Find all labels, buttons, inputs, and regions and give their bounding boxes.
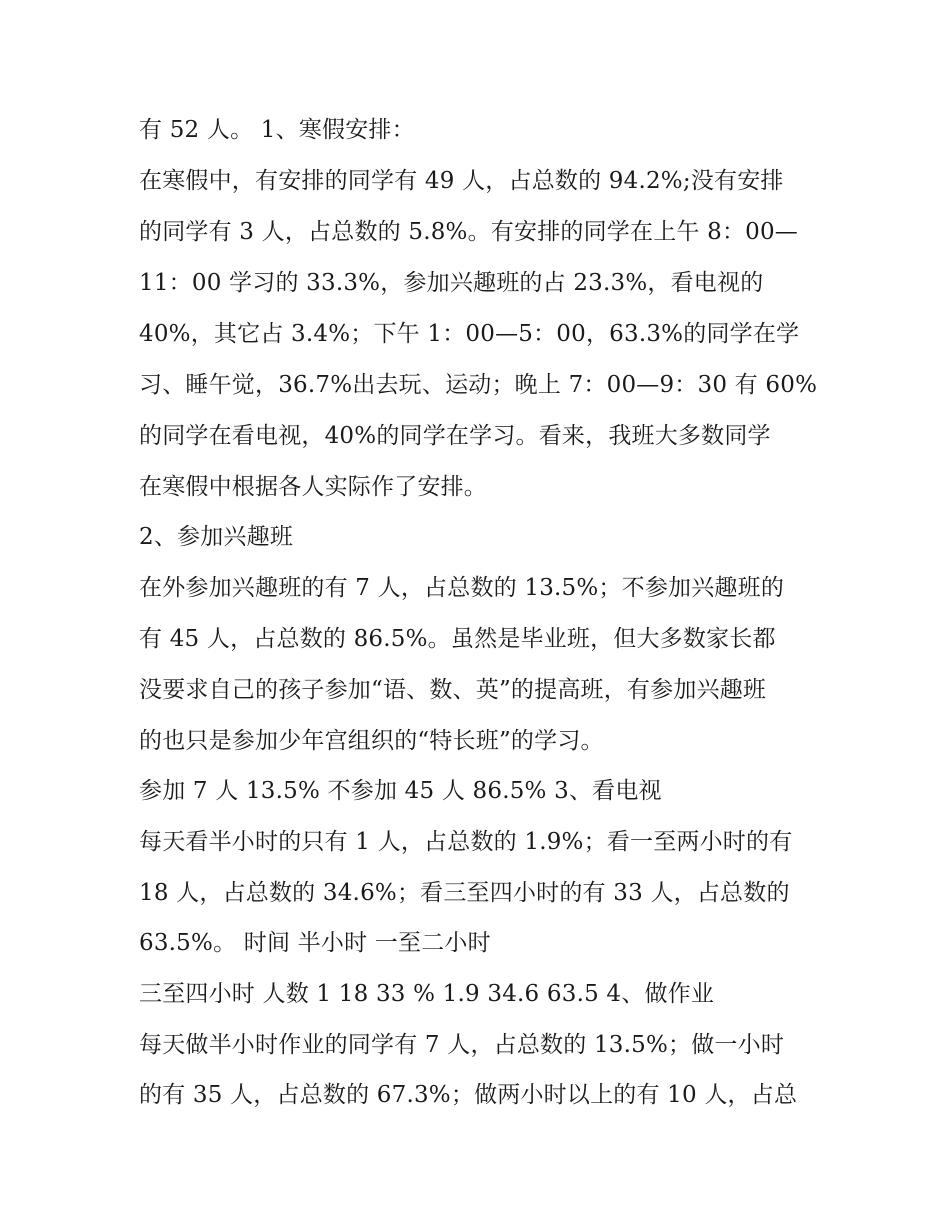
text-line: 有 52 人。 1、寒假安排：: [139, 117, 415, 143]
text-line: 每天做半小时作业的同学有 7 人，占总数的 13.5%；做一小时: [139, 1032, 785, 1058]
text-line: 每天看半小时的只有 1 人，占总数的 1.9%；看一至两小时的有: [139, 829, 793, 855]
text-line: 在寒假中，有安排的同学有 49 人，占总数的 94.2%;没有安排: [139, 168, 784, 194]
text-line: 在寒假中根据各人实际作了安排。: [139, 474, 487, 500]
text-line: 参加 7 人 13.5% 不参加 45 人 86.5% 3、看电视: [139, 778, 662, 804]
text-line: 的也只是参加少年宫组织的“特长班”的学习。: [139, 728, 604, 754]
text-line: 在外参加兴趣班的有 7 人，占总数的 13.5%；不参加兴趣班的: [139, 575, 785, 601]
section-heading: 2、参加兴趣班: [139, 524, 294, 550]
text-line: 63.5%。 时间 半小时 一至二小时: [139, 930, 491, 956]
text-line: 的同学有 3 人，占总数的 5.8%。有安排的同学在上午 8：00—: [139, 219, 799, 245]
text-line: 有 45 人，占总数的 86.5%。虽然是毕业班，但大多数家长都: [139, 626, 776, 652]
text-line: 的同学在看电视，40%的同学在学习。看来，我班大多数同学: [139, 423, 771, 449]
text-line: 三至四小时 人数 1 18 33 % 1.9 34.6 63.5 4、做作业: [139, 981, 715, 1007]
text-line: 40%，其它占 3.4%；下午 1：00—5：00，63.3%的同学在学: [139, 321, 800, 347]
text-line: 11：00 学习的 33.3%，参加兴趣班的占 23.3%，看电视的: [139, 270, 764, 296]
text-line: 习、睡午觉，36.7%出去玩、运动；晚上 7：00—9：30 有 60%: [139, 372, 818, 398]
text-line: 18 人，占总数的 34.6%；看三至四小时的有 33 人，占总数的: [139, 880, 790, 906]
text-line: 的有 35 人，占总数的 67.3%；做两小时以上的有 10 人，占总: [139, 1082, 798, 1108]
text-line: 没要求自己的孩子参加“语、数、英”的提高班，有参加兴趣班: [139, 677, 767, 703]
